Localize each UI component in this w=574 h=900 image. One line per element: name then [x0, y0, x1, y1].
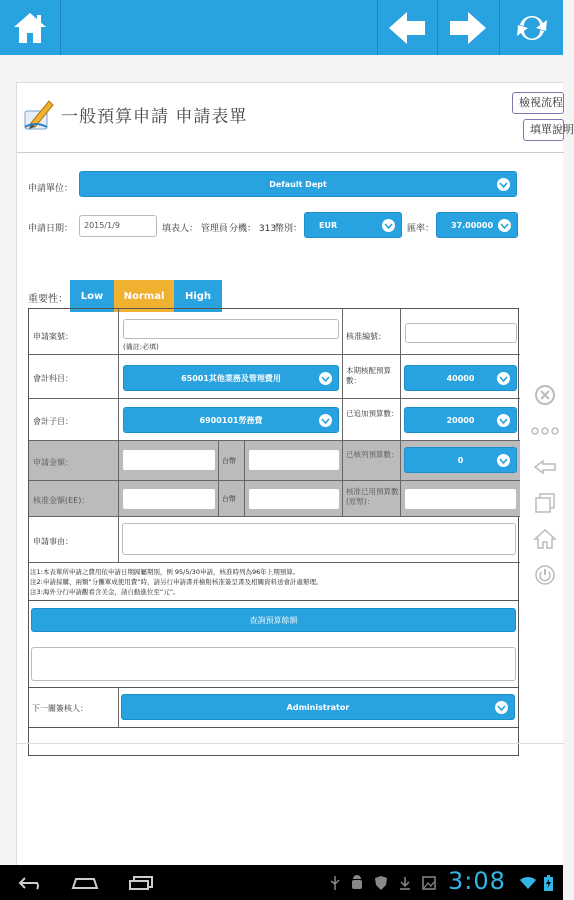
- form-grid: [28, 308, 519, 756]
- apply-money-input[interactable]: [122, 449, 216, 471]
- chevron-down-icon: [495, 701, 508, 714]
- fill-help-button[interactable]: 填單說明: [523, 119, 564, 141]
- back-button[interactable]: [378, 0, 436, 55]
- close-circle-icon: [534, 384, 556, 406]
- added-label: 已追加預算數：: [346, 409, 399, 418]
- more-button[interactable]: [530, 416, 560, 446]
- chevron-down-icon: [382, 219, 395, 232]
- close-circle-button[interactable]: [530, 380, 560, 410]
- ext-label: 分機： 313: [229, 224, 277, 234]
- recents-icon: [128, 875, 154, 891]
- subaccount-select[interactable]: 6900101勞務費: [123, 407, 339, 433]
- query-budget-button[interactable]: 查詢預算餘額: [31, 608, 516, 632]
- account-label: 會計科目：: [33, 374, 73, 383]
- apply-no-hint: (備註:必填): [123, 343, 159, 351]
- arrow-right-icon: [448, 10, 488, 46]
- account-select[interactable]: 65001其他業務及管理費用: [123, 365, 339, 391]
- system-nav-bar: [0, 865, 563, 900]
- chevron-down-icon: [497, 454, 510, 467]
- ntd-label-1: 台幣: [222, 457, 236, 465]
- budget-select[interactable]: 40000: [404, 365, 517, 391]
- chevron-down-icon: [319, 414, 332, 427]
- date-input[interactable]: 2015/1/9: [79, 215, 157, 237]
- date-label: 申請日期：: [28, 224, 74, 234]
- apply-money-label: 申請金額：: [33, 458, 73, 467]
- chevron-down-icon: [497, 178, 510, 191]
- chevron-down-icon: [498, 219, 511, 232]
- approve-money-input[interactable]: [122, 488, 216, 510]
- approve-money-label: 核准金額(EE)：: [33, 496, 90, 505]
- windows-button[interactable]: [530, 488, 560, 518]
- arrow-left-icon: [387, 10, 427, 46]
- nav-back-button[interactable]: [14, 865, 48, 900]
- added-select[interactable]: 20000: [404, 407, 517, 433]
- approve-ntd-input[interactable]: [248, 488, 340, 510]
- used-select[interactable]: 0: [404, 447, 517, 473]
- view-flow-button[interactable]: 檢視流程: [512, 92, 564, 114]
- priority-label: 重要性：: [28, 294, 68, 305]
- power-icon: [534, 564, 556, 586]
- nav-recents-button[interactable]: [124, 865, 158, 900]
- budget-label: 本期核配預算數：: [346, 366, 391, 385]
- home-button[interactable]: [0, 0, 60, 55]
- approve-no-input[interactable]: [405, 323, 517, 343]
- reason-label: 申請事由：: [33, 537, 73, 546]
- priority-low[interactable]: Low: [70, 280, 114, 312]
- reason-textarea[interactable]: [122, 523, 516, 555]
- next-approver-select[interactable]: Administrator: [121, 694, 515, 720]
- home-icon: [533, 528, 557, 550]
- form-header: [17, 83, 574, 153]
- apply-no-label: 申請案號：: [33, 332, 73, 341]
- approved-budget-label: 核准已用預算數(原幣)：: [346, 487, 399, 506]
- rate-select[interactable]: 37.00000: [436, 212, 518, 238]
- shield-icon: [372, 865, 390, 900]
- android-debug-icon: [348, 865, 366, 900]
- dept-label: 申請單位：: [28, 184, 74, 194]
- next-approver-label: 下一關簽核人：: [32, 704, 88, 713]
- currency-select[interactable]: EUR: [304, 212, 402, 238]
- chevron-down-icon: [497, 414, 510, 427]
- power-button[interactable]: [530, 560, 560, 590]
- page-title: 一般預算申請 申請表單: [61, 107, 248, 127]
- side-home-button[interactable]: [530, 524, 560, 554]
- note-2: 注2:申請採購、兩類“分攤單成使用費”時，請另行申請書并檢附核准簽呈書及相關資料送會計處辦理。: [30, 578, 323, 586]
- battery-icon: [540, 865, 556, 900]
- approve-no-label: 核准編號：: [346, 332, 386, 341]
- chevron-down-icon: [497, 372, 510, 385]
- notes: [30, 567, 518, 597]
- download-icon: [396, 865, 414, 900]
- used-label: 已核列預算數：: [346, 450, 399, 459]
- page-area: [0, 55, 574, 865]
- refresh-icon: [513, 9, 551, 47]
- filler-label: 填表人： 管理員: [162, 224, 228, 234]
- apply-no-input[interactable]: [123, 319, 339, 339]
- status-clock: 3:08: [448, 867, 506, 895]
- top-toolbar: [0, 0, 563, 55]
- note-3: 注3:海外分行申請觀看含美金，請自動進位至“元”。: [30, 588, 180, 596]
- windows-icon: [534, 492, 556, 514]
- side-back-button[interactable]: [530, 452, 560, 482]
- subaccount-label: 會計子目：: [33, 417, 73, 426]
- approved-budget-input[interactable]: [404, 488, 517, 510]
- priority-normal[interactable]: Normal: [114, 280, 174, 312]
- wifi-icon: [518, 865, 538, 900]
- image-icon: [420, 865, 438, 900]
- forward-button[interactable]: [438, 0, 498, 55]
- refresh-button[interactable]: [500, 0, 563, 55]
- pen-icon: [21, 97, 57, 133]
- query-result-area[interactable]: [31, 647, 516, 681]
- nav-home-button[interactable]: [68, 865, 102, 900]
- rate-label: 匯率：: [407, 224, 435, 234]
- home-icon: [70, 875, 100, 891]
- apply-ntd-input[interactable]: [248, 449, 340, 471]
- back-icon: [17, 875, 45, 891]
- dept-select[interactable]: Default Dept: [79, 171, 517, 197]
- priority-high[interactable]: High: [174, 280, 222, 312]
- chevron-down-icon: [319, 372, 332, 385]
- currency-label: 幣別：: [275, 224, 303, 234]
- arrow-left-icon: [533, 459, 557, 475]
- note-1: 注1:本表單所申請之費用依申請日期歸屬期別，例 95/5/30申請，核准時列為96年上期預算。: [30, 568, 300, 576]
- more-icon: [531, 427, 559, 435]
- home-icon: [11, 9, 49, 47]
- usb-icon: [326, 865, 344, 900]
- form-sheet: [16, 82, 574, 865]
- ntd-label-2: 台幣: [222, 495, 236, 503]
